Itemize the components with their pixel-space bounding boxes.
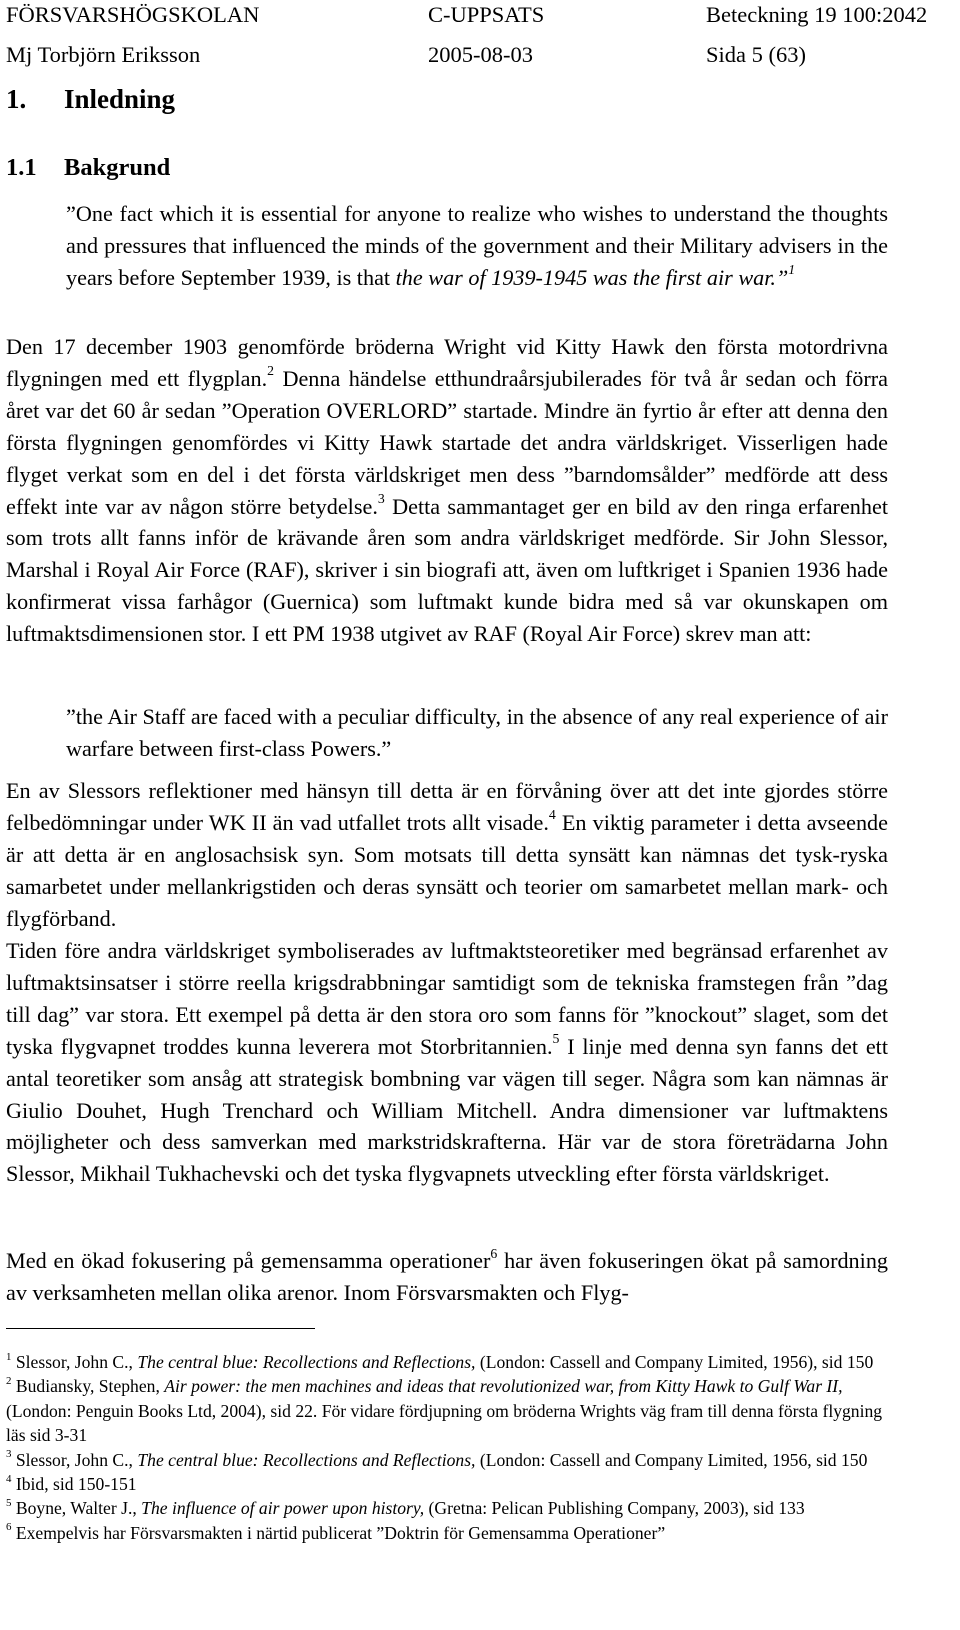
- header-author: Mj Torbjörn Eriksson: [6, 42, 201, 67]
- header-row-2: [6, 40, 960, 70]
- footnote-rest: (Gretna: Pelican Publishing Company, 2003), sid 133: [424, 1498, 805, 1519]
- footnote-5: [6, 1496, 888, 1520]
- block-quote: ”the Air Staff are faced with a peculiar difficulty, in the absence of any real experience of air warfare between first-class Powers.”: [66, 704, 888, 761]
- subsection-title: Bakgrund: [64, 154, 171, 181]
- paragraph-1-text-b: Denna händelse etthundraårsjubilerades för två år sedan och förra året var det 60 år sedan ”Operation OVERLORD” startade. Mindre än fyrtio år efter att denna den första flygningen genomfördes vi Kitty Hawk startade det andra världskriget. Visserligen hade flyget verkat som en del i det första världskriget men dess ”barndomsålder” medförde att dess effekt inte var av någon större betydelse.: [6, 365, 888, 519]
- footnote-1: [6, 1350, 888, 1374]
- paragraph-3-text-a: Tiden före andra världskriget symboliserades av luftmaktsteoretiker med begränsad erfarenhet av luftmaktsinsatser i större reella krigsdrabbningar samtidigt som de tekniska framstegen från ”dag till dag” var stora. Ett exempel på detta är den stora oro som fanns för ”knockout” slaget, som det tyska flygvapnet troddes kunna leverera mot Storbritannien.: [6, 938, 888, 1059]
- footnote-author: Boyne, Walter J.,: [15, 1498, 142, 1519]
- footnote-divider: [6, 1328, 315, 1329]
- footnote-ref-1: 1: [788, 262, 796, 278]
- footnote-2: [6, 1374, 888, 1447]
- footnote-ref-6: 6: [490, 1245, 498, 1261]
- subsection-heading: [6, 154, 170, 182]
- footnote-title: The central blue: Recollections and Reflections,: [137, 1352, 476, 1372]
- header-school: FÖRSVARSHÖGSKOLAN: [6, 2, 260, 27]
- footnote-rest: (London: Cassell and Company Limited, 1956), sid 150: [475, 1352, 874, 1372]
- footnote-number: 3: [6, 1448, 12, 1461]
- footnote-text: Ibid, sid 150-151: [15, 1474, 137, 1495]
- header-doc-type: C-UPPSATS: [428, 2, 545, 27]
- footnote-author: Budiansky, Stephen,: [15, 1376, 165, 1397]
- footnote-ref-5: 5: [552, 1031, 560, 1047]
- paragraph-1: [6, 331, 888, 650]
- footnote-ref-2: 2: [267, 363, 275, 379]
- footnote-number: 4: [6, 1472, 12, 1485]
- header-date: 2005-08-03: [428, 42, 533, 67]
- header-designation: Beteckning 19 100:2042: [706, 2, 928, 27]
- paragraph-3: [6, 935, 888, 1190]
- footnote-author: Slessor, John C.,: [15, 1352, 138, 1372]
- footnote-number: 5: [6, 1496, 12, 1509]
- footnote-number: 6: [6, 1521, 12, 1534]
- footnote-ref-4: 4: [548, 807, 556, 823]
- paragraph-2-text-a: En av Slessors reflektioner med hänsyn till detta är en förvåning över att det inte gjordes större felbedömningar under WK II än vad utfallet trots allt visade.: [6, 778, 888, 835]
- footnote-6: [6, 1521, 888, 1545]
- footnote-number: 2: [6, 1374, 12, 1387]
- paragraph-4-text-a: Med en ökad fokusering på gemensamma operationer: [6, 1248, 491, 1273]
- footnote-text: Exempelvis har Försvarsmakten i närtid publicerat ”Doktrin för Gemensamma Operationer”: [15, 1522, 666, 1543]
- subsection-number: 1.1: [6, 154, 37, 181]
- header-page-number: Sida 5 (63): [706, 42, 806, 67]
- footnote-4: [6, 1472, 888, 1496]
- footnote-rest: (London: Penguin Books Ltd, 2004), sid 22. För vidare fördjupning om bröderna Wrights väg fram till denna första flygning läs sid 3-31: [6, 1400, 883, 1446]
- footnote-number: 1: [6, 1350, 12, 1363]
- section-heading: [6, 84, 175, 115]
- footnote-author: Slessor, John C.,: [15, 1449, 138, 1470]
- epigraph: [66, 198, 888, 294]
- footnote-rest: (London: Cassell and Company Limited, 1956, sid 150: [475, 1449, 868, 1470]
- paragraph-4: [6, 1245, 888, 1309]
- paragraph-2: [6, 775, 888, 935]
- footnotes: [6, 1350, 888, 1545]
- header-row-1: [6, 0, 960, 30]
- paragraph-4-text-b: har även fokuseringen ökat på samordning av verksamheten mellan olika arenor. Inom Försvarsmakten och Flyg-: [6, 1248, 889, 1305]
- footnote-3: [6, 1448, 888, 1472]
- paragraph-3-text-b: I linje med denna syn fanns det ett antal teoretiker som ansåg att strategisk bombning var vägen till seger. Några som kan nämnas är Giulio Douhet, Hugh Trenchard och William Mitchell. Andra dimensioner var luftmaktens möjligheter och dess samverkan med markstridskrafterna. Här var de stora företrädarna John Slessor, Mikhail Tukhachevski och det tyska flygvapnets utveckling efter första världskriget.: [6, 1033, 888, 1187]
- section-title: Inledning: [64, 84, 176, 114]
- footnote-title: Air power: the men machines and ideas that revolutionized war, from Kitty Hawk to Gulf War II,: [164, 1376, 843, 1397]
- footnote-title: The central blue: Recollections and Reflections,: [137, 1449, 476, 1470]
- section-number: 1.: [6, 84, 27, 114]
- paragraph-1-text-c: Detta sammantaget ger en bild av den ringa erfarenhet som trots allt fanns inför de krävande åren som andra världskriget medförde. Sir John Slessor, Marshal i Royal Air Force (RAF), skriver i sin biografi att, även om luftkriget i Spanien 1936 hade konfirmerat vissa farhågor (Guernica) som luftmakt kunde bidra med så var okunskapen om luftmaktsdimensionen stor. I ett PM 1938 utgivet av RAF (Royal Air Force) skrev man att:: [6, 493, 888, 647]
- footnote-title: The influence of air power upon history,: [141, 1498, 425, 1519]
- epigraph-emphasis: the war of 1939-1945 was the first air war.: [395, 264, 776, 290]
- paragraph-2-text-b: En viktig parameter i detta avseende är att detta är en anglosachsisk syn. Som motsats till detta synsätt kan nämnas det tysk-ryska samarbetet under mellankrigstiden och deras synsätt och teorier om samarbetet mellan mark- och flygförband.: [6, 809, 888, 931]
- footnote-ref-3: 3: [377, 491, 385, 507]
- paragraph-1-text-a: Den 17 december 1903 genomförde bröderna Wright vid Kitty Hawk den första motordrivna flygningen med ett flygplan.: [6, 334, 888, 391]
- epigraph-closing: ”: [775, 264, 789, 290]
- epigraph-text: ”One fact which it is essential for anyone to realize who wishes to understand the thoughts and pressures that influenced the minds of the government and their Military advisers in the years before September 1939, is that: [66, 201, 888, 290]
